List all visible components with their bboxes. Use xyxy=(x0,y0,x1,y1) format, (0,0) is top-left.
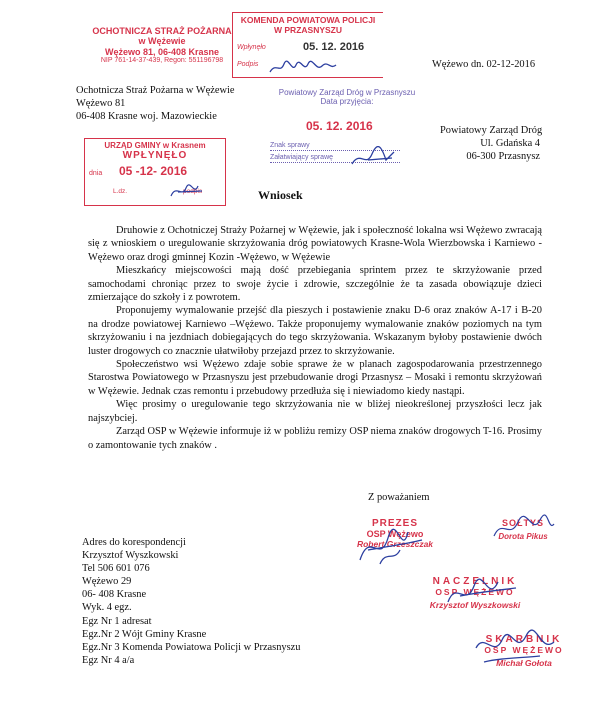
prezes-title: PREZES xyxy=(371,518,418,529)
letter-body xyxy=(88,224,542,452)
zdp-stamp-line1: Powiatowy Zarząd Dróg w Przasnyszu xyxy=(278,88,416,97)
correspondence-line: Wyk. 4 egz. xyxy=(82,602,132,614)
zdp-signature-scribble xyxy=(348,146,398,170)
document-title: Wniosek xyxy=(258,188,303,202)
skarbnik-title: SKARBNIK xyxy=(485,634,563,645)
zdp-stamp-line2: Data przyjęcia: xyxy=(320,97,374,107)
correspondence-line: Tel 506 601 076 xyxy=(82,563,150,575)
osp-stamp xyxy=(82,26,242,65)
police-stamp-podpis: Podpis xyxy=(237,60,259,68)
correspondence-line: 06- 408 Krasne xyxy=(82,589,147,601)
correspondence-line: Egz.Nr 2 Wójt Gminy Krasne xyxy=(82,628,207,640)
gmina-stamp-line1: URZĄD GMINY w Krasnem xyxy=(104,141,206,150)
gmina-stamp-ldz: L.dz. xyxy=(113,187,128,195)
body-paragraph: Druhowie z Ochotniczej Straży Pożarnej w Wężewie, jak i społeczność lokalna wsi Wężewo zwracają się z wnioskiem o uregulowanie skrzyżowania dróg powiatowych Krasne-Wola Wierzbowska i Karniewo - Wężewo oraz drogi gminnej Kozin -Wężewo, w Wężewie xyxy=(88,225,542,263)
closing: Z poważaniem xyxy=(368,492,430,503)
correspondence-line: Egz Nr 1 adresat xyxy=(82,615,152,627)
gmina-signature-scribble xyxy=(168,182,208,200)
police-stamp-wplynelo: Wpłynęło xyxy=(237,43,266,51)
correspondence-line: Wężewo 29 xyxy=(82,576,132,588)
correspondence-line: Adres do korespondencji xyxy=(82,537,186,548)
body-paragraph: Zarząd OSP w Wężewie informuje iż w pobliżu remizy OSP niema znaków drogowych T-16. Prosimy o zamontowanie tych znaków . xyxy=(88,426,542,451)
osp-stamp-line2: w Wężewie xyxy=(138,36,186,47)
prezes-name: Robert Grzeszczak xyxy=(356,539,434,549)
soltys-signature-scribble xyxy=(488,512,558,546)
correspondence-line: Krzysztof Wyszkowski xyxy=(82,550,179,562)
osp-stamp-line4: NIP 761-14-37-439, Regon: 551196798 xyxy=(100,57,224,65)
police-signature-scribble xyxy=(268,60,338,76)
sender-line: 06-408 Krasne woj. Mazowieckie xyxy=(76,111,217,123)
body-paragraph: Mieszkańcy miejscowości mają dość przebiegania sprintem przez te skrzyżowanie przed samochodami chroniąc przez to swoje życie i zdrowie, szczególnie że ta zasada obowiązuje dzieci zmierzające do szkoły i z powrotem. xyxy=(88,265,542,304)
gmina-stamp-podpis: podpis xyxy=(183,187,203,195)
recipient-line: 06-300 Przasnysz xyxy=(466,151,540,163)
correspondence-block xyxy=(82,536,300,667)
soltys-title: SOŁTYS xyxy=(501,518,544,528)
zdp-zalatwiajacy-label: Załatwiający sprawę xyxy=(270,154,334,161)
skarbnik-signature-scribble xyxy=(470,628,560,674)
body-paragraph: Społeczeństwo wsi Wężewo zdaje sobie sprawe że w planach zagospodarowania przestrzennego Starostwa Powiatowego w Przasnyszu jest przebudowanie drogi Przasnysz – Mosaki i remontu skrzyżowań w Wężewie. Jednak czas remontu i przebudowy przedłuża się i niewiadomo kiedy nastąpi. xyxy=(88,359,542,397)
body-paragraph: Proponujemy wymalowanie przejść dla pieszych i postawienie znaku D-6 oraz znaków A-17 i B-20 na drodze powiatowej Karniewo –Wężewo. Także proponujemy wymalowanie znaków poziomych na tym skrzyżowaniu i na jezdniach dobiegających do tego skrzyżowania. Wskazanym byłoby postawienie dwóch luster drogowych co znacznie ułatwiłoby przejazd przez to skrzyżowanie. xyxy=(88,305,542,357)
gmina-stamp-dnia: dnia xyxy=(89,169,103,177)
correspondence-line: Egz.Nr 3 Komenda Powiatowa Policji w Przasnyszu xyxy=(82,641,301,653)
prezes-signature-scribble xyxy=(350,520,430,570)
date-line: Wężewo dn. 02-12-2016 xyxy=(432,59,536,70)
osp-stamp-line1: OCHOTNICZA STRAŻ POŻARNA xyxy=(92,26,232,36)
prezes-org: OSP Wężewo xyxy=(366,529,424,539)
police-stamp-date: 05. 12. 2016 xyxy=(303,40,365,53)
naczelnik-title: NACZELNIK xyxy=(432,576,518,587)
skarbnik-org: OSP WĘŻEWO xyxy=(484,645,564,655)
naczelnik-org: OSP WĘŻEWO xyxy=(435,587,515,597)
gmina-stamp-line2: WPŁYNĘŁO xyxy=(122,150,188,162)
correspondence-line: Egz Nr 4 a/a xyxy=(82,654,135,666)
recipient-line: Powiatowy Zarząd Dróg xyxy=(440,125,543,136)
osp-stamp-line3: Wężewo 81, 06-408 Krasne xyxy=(104,46,220,57)
sender-line: Ochotnicza Straż Pożarna w Wężewie xyxy=(76,85,235,96)
zdp-stamp-date: 05. 12. 2016 xyxy=(306,119,373,133)
recipient-block xyxy=(440,124,543,164)
gmina-stamp-date: 05 -12- 2016 xyxy=(119,163,188,178)
zdp-stamp xyxy=(262,88,432,106)
body-paragraph: Więc prosimy o uregulowanie tego skrzyżowania nie w bliżej nieokreślonej przyszłości lecz jak najszybciej. xyxy=(88,399,542,424)
police-stamp-line2: W PRZASNYSZU xyxy=(274,24,342,35)
recipient-line: Ul. Gdańska 4 xyxy=(480,138,540,150)
police-stamp-line1: KOMENDA POWIATOWA POLICJI xyxy=(240,15,376,25)
soltys-name: Dorota Pikus xyxy=(498,532,548,541)
naczelnik-signature-scribble xyxy=(440,572,520,614)
zdp-znak-label: Znak sprawy xyxy=(270,142,310,149)
sender-block xyxy=(76,84,234,124)
sender-line: Wężewo 81 xyxy=(76,98,126,110)
skarbnik-name: Michał Gołota xyxy=(496,658,552,668)
naczelnik-name: Krzysztof Wyszkowski xyxy=(429,600,521,610)
